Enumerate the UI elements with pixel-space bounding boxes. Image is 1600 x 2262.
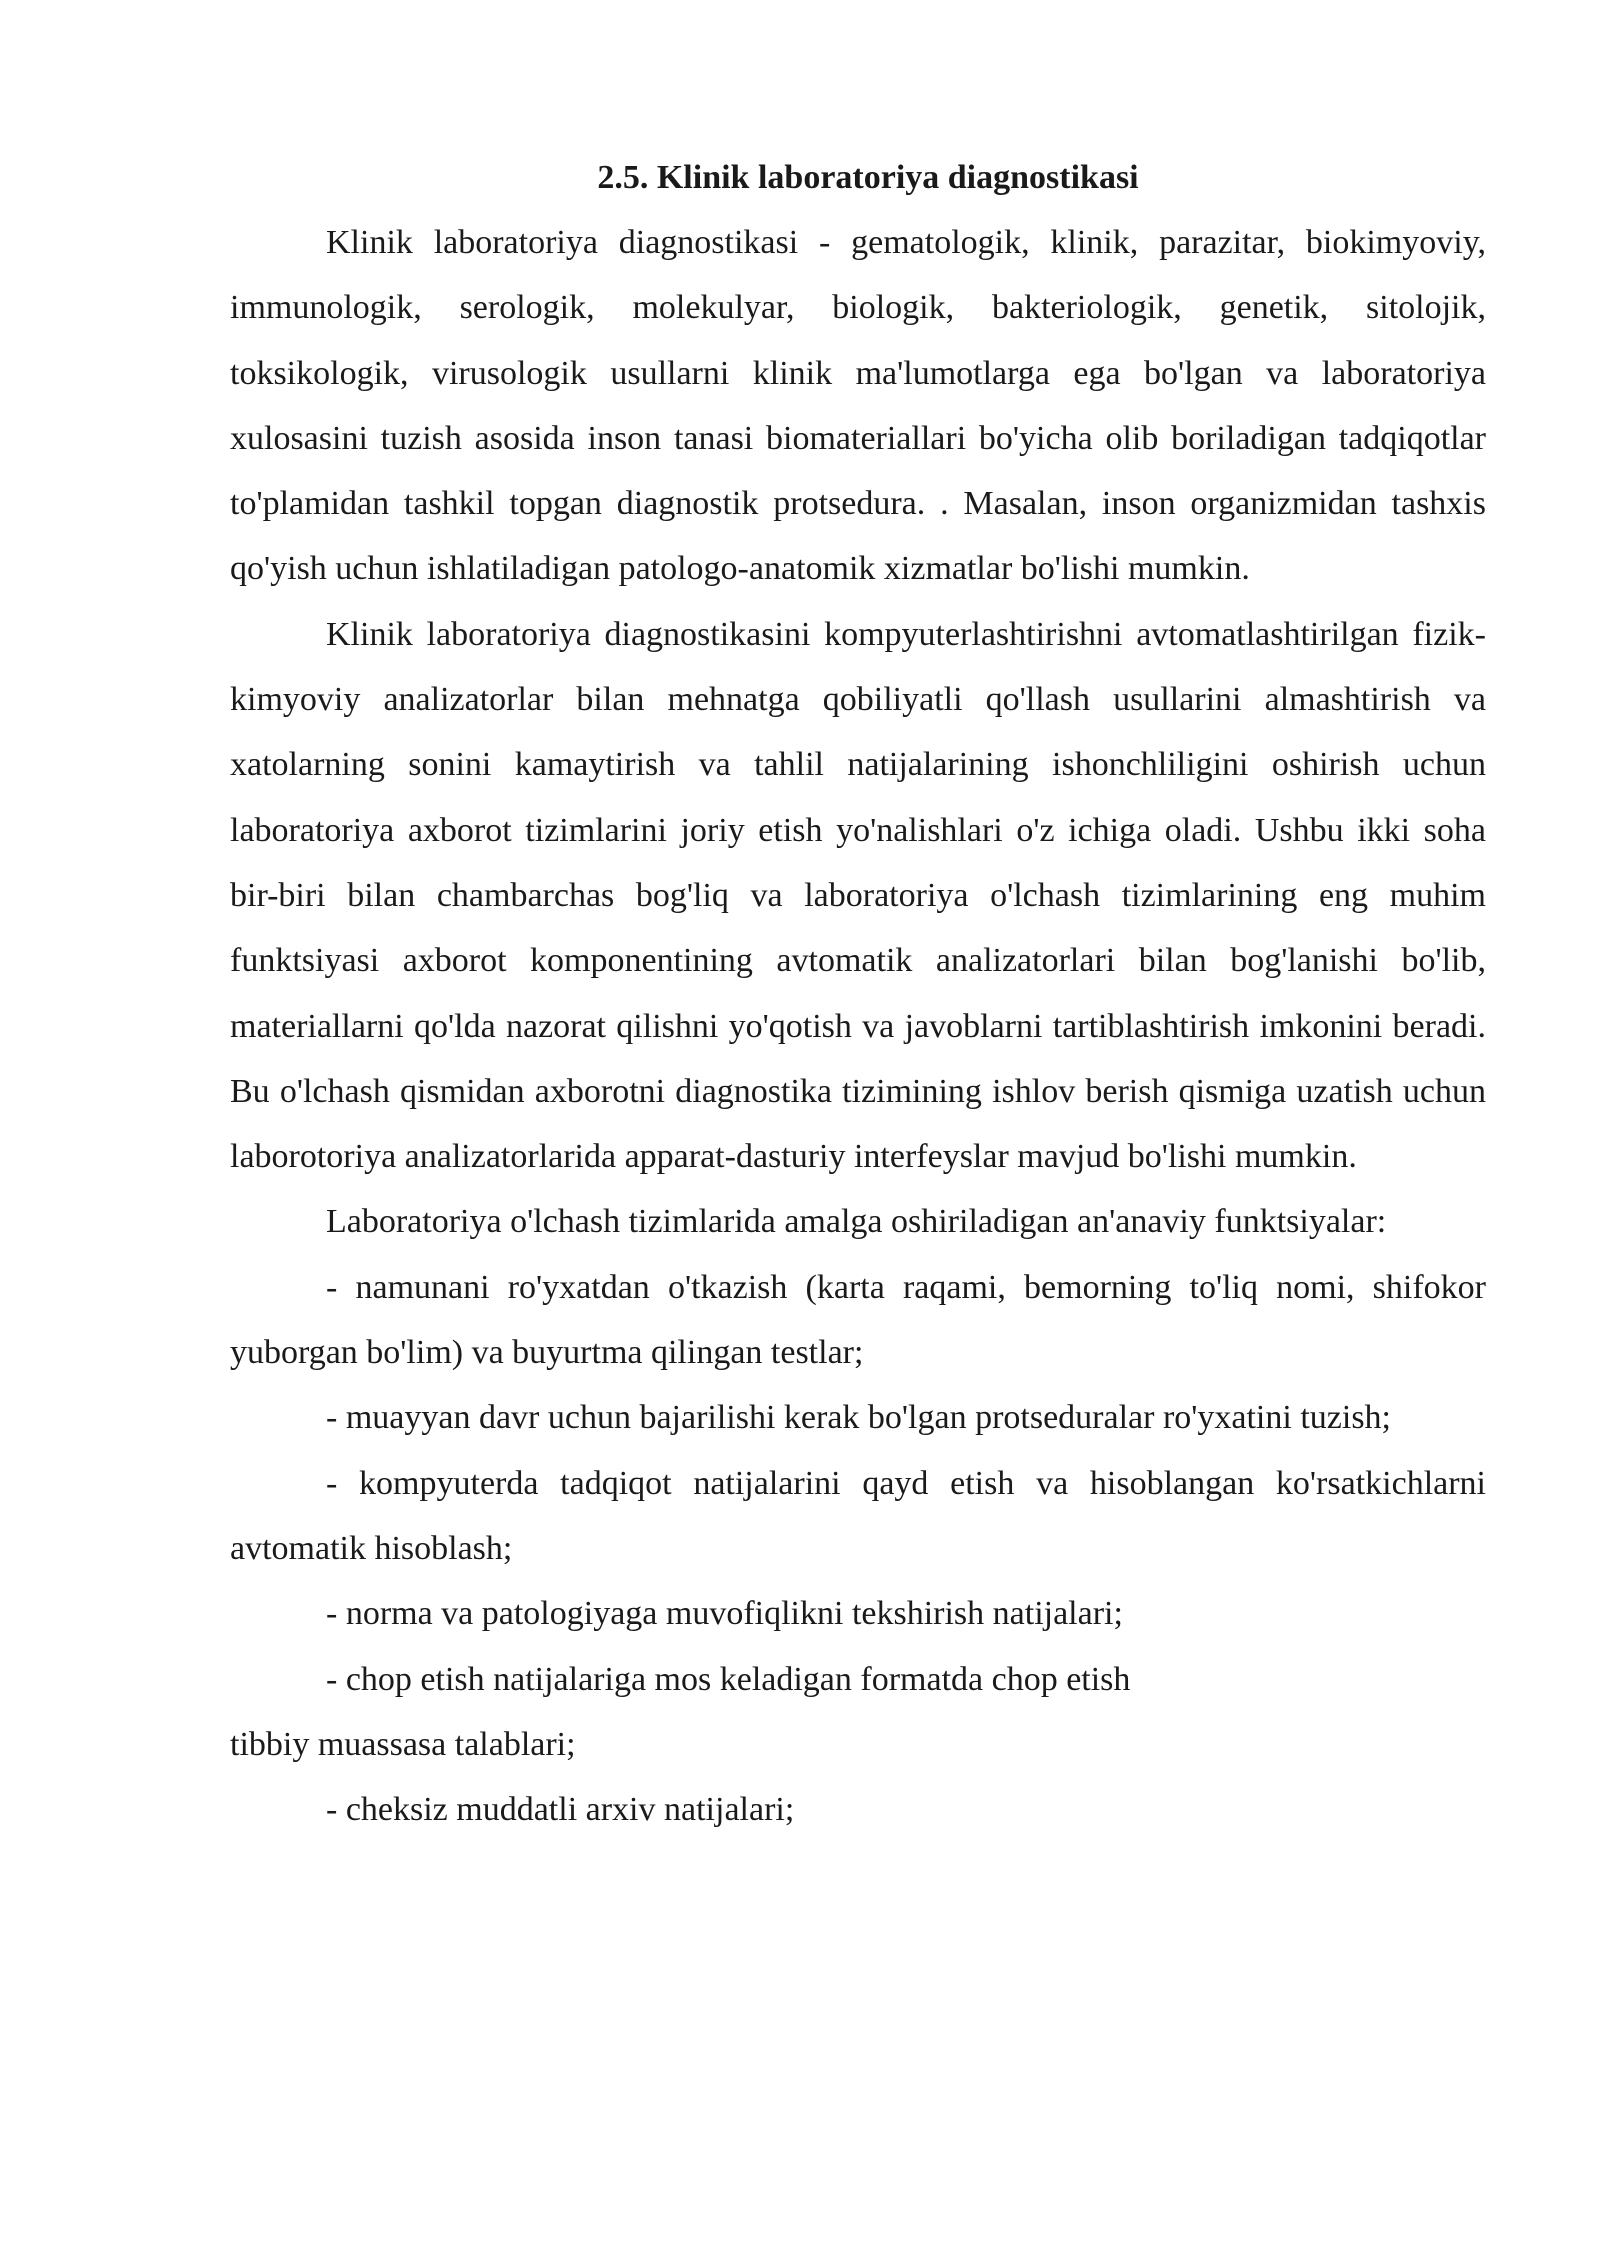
paragraph-functions-intro: Laboratoriya o'lchash tizimlarida amalga oshiriladigan an'anaviy funktsiyalar: (326, 1203, 1387, 1241)
document-body (230, 145, 1486, 1842)
list-item-printing-line-1: - chop etish natijalariga mos keladigan formatda chop etish (326, 1660, 1131, 1698)
list-item-printing-line-2: tibbiy muassasa talablari; (230, 1725, 576, 1763)
paragraph-definition: Klinik laboratoriya diagnostikasi - gematologik, klinik, parazitar, biokimyoviy, immunologik, serologik, molekulyar, biologik, bakteriologik, genetik, sitolojik, toksikologik, virusologik usullarni klinik ma'lumotlarga ega bo'lgan va laboratoriya xulosasini tuzish asosida inson tanasi biomateriallari bo'yicha olib boriladigan tadqiqotlar to'plamidan tashkil topgan diagnostik protsedura. . Masalan, inson organizmidan tashxis qo'yish uchun ishlatiladigan patologo-anatomik xizmatlar bo'lishi mumkin. (230, 224, 1486, 588)
list-item-procedure-list: - muayyan davr uchun bajarilishi kerak bo'lgan protseduralar ro'yxatini tuzish; (326, 1399, 1391, 1437)
list-item-archive: - cheksiz muddatli arxiv natijalari; (326, 1791, 795, 1829)
paragraph-computerization: Klinik laboratoriya diagnostikasini kompyuterlashtirishni avtomatlashtirilgan fizik-kimyoviy analizatorlar bilan mehnatga qobiliyatli qo'llash usullarini almashtirish va xatolarning sonini kamaytirish va tahlil natijalarining ishonchliligini oshirish uchun laboratoriya axborot tizimlarini joriy etish yo'nalishlari o'z ichiga oladi. Ushbu ikki soha bir-biri bilan chambarchas bog'liq va laboratoriya o'lchash tizimlarining eng muhim funktsiyasi axborot komponentining avtomatik analizatorlari bilan bog'lanishi bo'lib, materiallarni qo'lda nazorat qilishni yo'qotish va javoblarni tartiblashtirish imkonini beradi. Bu o'lchash qismidan axborotni diagnostika tizimining ishlov berish qismiga uzatish uchun laborotoriya analizatorlarida apparat-dasturiy interfeyslar mavjud bo'lishi mumkin. (230, 615, 1486, 1176)
list-item-sample-registration: - namunani ro'yxatdan o'tkazish (karta raqami, bemorning to'liq nomi, shifokor yuborgan bo'lim) va buyurtma qilingan testlar; (230, 1268, 1486, 1372)
list-item-printing (230, 1647, 1486, 1778)
list-item-results-recording: - kompyuterda tadqiqot natijalarini qayd etish va hisoblangan ko'rsatkichlarni avtomatik hisoblash; (230, 1464, 1486, 1567)
section-heading: 2.5. Klinik laboratoriya diagnostikasi (597, 159, 1139, 196)
list-item-norm-check: - norma va patologiyaga muvofiqlikni tekshirish natijalari; (326, 1595, 1123, 1633)
